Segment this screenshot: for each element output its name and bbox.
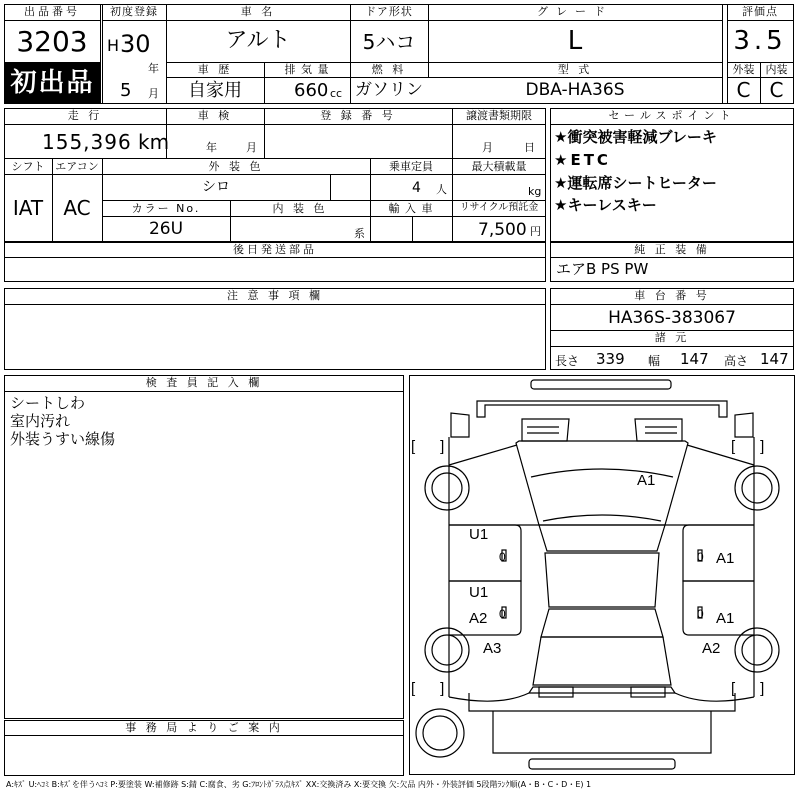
genuine-equipment: エアB PS PW xyxy=(556,260,649,278)
divider xyxy=(550,124,794,125)
capacity: 4 xyxy=(412,180,421,196)
bracket-mark-left: [ ] xyxy=(411,438,445,455)
exterior-color: シロ xyxy=(202,179,230,195)
recycle-fee: 7,500 xyxy=(478,220,527,240)
lot-number: 3203 xyxy=(16,25,88,58)
interior-color-header: 内 装 色 xyxy=(272,202,328,215)
month-unit: 月 xyxy=(148,87,159,100)
divider xyxy=(166,62,722,63)
bracket-mark-left: [ ] xyxy=(411,680,445,697)
first-reg-year: 30 xyxy=(120,30,151,58)
genuine-equipment-header: 純 正 装 備 xyxy=(634,243,710,256)
divider xyxy=(550,304,794,305)
divider xyxy=(330,174,331,200)
exterior-grade: C xyxy=(736,78,751,102)
first-reg-header: 初度登録 xyxy=(110,5,158,18)
displacement-header: 排 気 量 xyxy=(284,63,330,76)
mileage-unit: km xyxy=(138,130,170,154)
inspector-notes-header: 検 査 員 記 入 欄 xyxy=(145,376,263,389)
office-notice-header: 事 務 局 よ り ご 案 内 xyxy=(125,721,283,734)
transfer-deadline-header: 譲渡書類期限 xyxy=(466,109,532,122)
divider xyxy=(166,77,722,78)
interior-grade: C xyxy=(769,78,784,102)
door-type: 5ハコ xyxy=(362,30,416,54)
damage-mark-rear-right-door: A1 xyxy=(716,610,735,627)
length: 339 xyxy=(596,350,625,368)
divider xyxy=(4,735,404,736)
damage-mark-rear-left-door: U1 xyxy=(469,584,489,601)
sales-points-header: セールスポイント xyxy=(608,109,736,122)
car-damage-diagram xyxy=(409,375,795,775)
exterior-color-header: 外 装 色 xyxy=(208,160,264,173)
divider xyxy=(102,216,546,217)
divider xyxy=(4,124,546,125)
damage-mark-rear-left-zero: 0 xyxy=(499,607,506,621)
displacement-unit: cc xyxy=(330,87,343,100)
divider xyxy=(4,391,404,392)
divider xyxy=(102,200,546,201)
damage-mark-front-right-door: A1 xyxy=(716,550,735,567)
car-name: アルト xyxy=(225,28,291,53)
divider xyxy=(4,20,100,21)
damage-mark-front-right-zero: 0 xyxy=(697,550,704,564)
sales-point-item: ★キーレスキー xyxy=(554,196,657,214)
chassis-number: HA36S-383067 xyxy=(608,308,736,328)
divider xyxy=(4,304,546,305)
color-no: 26U xyxy=(148,219,184,239)
aircon-header: エアコン xyxy=(55,160,99,173)
fuel-header: 燃 料 xyxy=(371,63,407,76)
imported-header: 輸 入 車 xyxy=(388,202,434,215)
lot-number-header: 出品番号 xyxy=(24,5,80,18)
chassis-number-header: 車 台 番 号 xyxy=(634,289,710,302)
deadline-month-unit: 月 xyxy=(482,141,493,154)
color-no-header: カラー No. xyxy=(131,202,201,215)
notes-header: 注 意 事 項 欄 xyxy=(227,289,323,302)
year-unit: 年 xyxy=(148,62,159,75)
later-parts-header: 後日発送部品 xyxy=(233,243,317,256)
door-type-header: ドア形状 xyxy=(365,5,413,18)
reg-number-header: 登 録 番 号 xyxy=(320,109,396,122)
model-code: DBA-HA36S xyxy=(525,80,625,100)
model-code-header: 型 式 xyxy=(557,63,593,76)
divider xyxy=(4,257,546,258)
max-load-unit: kg xyxy=(528,185,542,198)
sales-point-item: ★ETC xyxy=(554,151,611,169)
first-listing-badge: 初出品 xyxy=(5,63,100,103)
divider xyxy=(100,4,101,104)
damage-mark-front-left-zero: 0 xyxy=(499,550,506,564)
length-label: 長さ xyxy=(555,354,580,368)
deadline-day-unit: 日 xyxy=(524,141,535,154)
recycle-unit: 円 xyxy=(530,225,541,238)
mileage-block xyxy=(4,108,546,242)
aircon: AC xyxy=(63,196,91,220)
shift-header: シフト xyxy=(11,160,45,173)
divider xyxy=(550,346,794,347)
capacity-header: 乗車定員 xyxy=(389,160,433,173)
damage-mark-front-left-door: U1 xyxy=(469,526,489,543)
divider xyxy=(102,20,722,21)
height: 147 xyxy=(760,350,789,368)
inspector-note-item: シートしわ xyxy=(10,394,86,412)
damage-mark-hood: A1 xyxy=(637,472,656,489)
divider xyxy=(102,4,103,104)
bracket-mark-right: [ ] xyxy=(731,438,765,455)
first-reg-month: 5 xyxy=(120,80,132,101)
exterior-grade-header: 外装 xyxy=(732,63,755,76)
inspector-note-item: 外装うすい線傷 xyxy=(10,430,116,448)
inspection-month-unit: 月 xyxy=(246,141,257,154)
displacement: 660 xyxy=(294,80,329,101)
divider xyxy=(727,20,793,21)
damage-legend: A:ｷｽﾞ U:ﾍｺﾐ B:ｷｽﾞを伴うﾍｺﾐ P:要塗装 W:補修跡 S:錆 C:腐食、劣 G:ﾌﾛﾝﾄｶﾞﾗｽ点ｷｽﾞ XX:交換済み X:要交換 欠:欠品 内外・外装評価 5段階ﾗﾝｸ順(A・B・C・D・E) 1 xyxy=(6,780,592,789)
inspection-header: 車 検 xyxy=(197,109,233,122)
divider xyxy=(4,158,546,159)
grade: L xyxy=(567,26,583,56)
bracket-mark-right: [ ] xyxy=(731,680,765,697)
sales-point-item: ★運転席シートヒーター xyxy=(554,174,717,192)
interior-grade-header: 内装 xyxy=(765,63,788,76)
damage-mark-rear-right-fender: A2 xyxy=(702,640,721,657)
history: 自家用 xyxy=(188,80,242,101)
capacity-unit: 人 xyxy=(436,183,447,196)
score: 3.5 xyxy=(733,26,787,56)
sales-point-item: ★衝突被害軽減ブレーキ xyxy=(554,128,717,146)
damage-mark-rear-right-zero: 0 xyxy=(697,607,704,621)
inspector-note-item: 室内汚れ xyxy=(10,412,71,430)
recycle-header: リサイクル預託金 xyxy=(459,202,539,213)
divider xyxy=(550,257,794,258)
width: 147 xyxy=(680,350,709,368)
divider xyxy=(722,4,723,104)
mileage-header: 走 行 xyxy=(67,109,103,122)
car-name-header: 車 名 xyxy=(240,5,276,18)
score-header: 評価点 xyxy=(742,5,778,18)
history-header: 車 歴 xyxy=(197,63,233,76)
damage-mark-rear-left-door-a: A2 xyxy=(469,610,488,627)
specs-header: 諸 元 xyxy=(654,331,690,344)
height-label: 高さ xyxy=(724,354,749,368)
divider xyxy=(4,174,546,175)
interior-color-suffix: 系 xyxy=(354,227,365,240)
fuel: ガソリン xyxy=(355,80,423,100)
divider xyxy=(412,216,413,242)
width-label: 幅 xyxy=(648,354,661,368)
mileage: 155,396 xyxy=(42,130,132,154)
shift: IAT xyxy=(12,196,44,220)
inspection-year-unit: 年 xyxy=(206,141,217,154)
max-load-header: 最大積載量 xyxy=(471,160,527,173)
era-label: H xyxy=(107,36,120,55)
grade-header: グレード xyxy=(537,5,613,18)
damage-mark-rear-left-fender: A3 xyxy=(483,640,502,657)
